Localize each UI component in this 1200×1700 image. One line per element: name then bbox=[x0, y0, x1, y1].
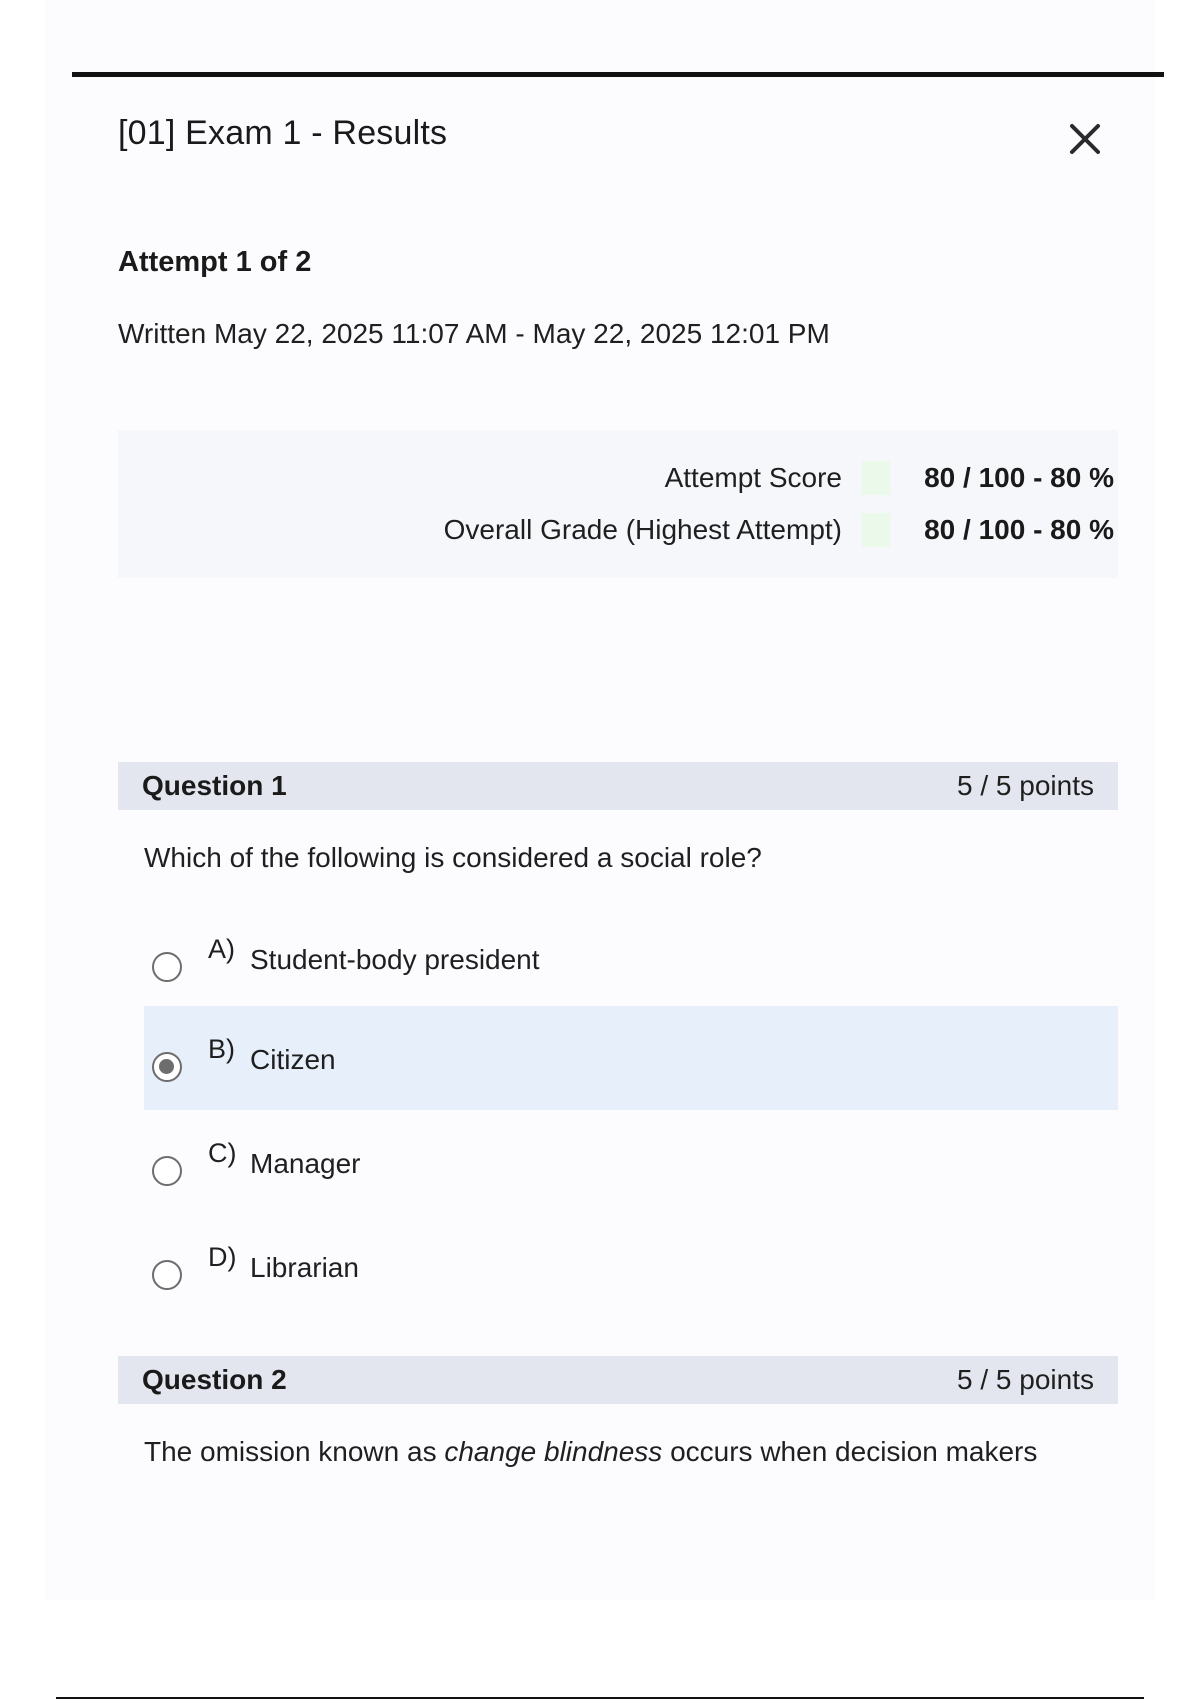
radio-button[interactable] bbox=[152, 1260, 182, 1290]
option-text: Citizen bbox=[250, 1044, 336, 1075]
radio-button[interactable] bbox=[152, 1156, 182, 1186]
answer-option-c[interactable] bbox=[144, 1110, 1118, 1214]
radio-button[interactable] bbox=[152, 952, 182, 982]
option-letter: D) bbox=[208, 1242, 237, 1272]
option-letter: B) bbox=[208, 1034, 235, 1064]
attempt-written-dates: Written May 22, 2025 11:07 AM - May 22, 2025 12:01 PM bbox=[118, 318, 830, 349]
top-divider bbox=[72, 72, 1164, 77]
overall-grade-row bbox=[444, 510, 1118, 550]
question-2-text bbox=[144, 1436, 1037, 1468]
option-letter: C) bbox=[208, 1138, 237, 1168]
dialog-title: [01] Exam 1 - Results bbox=[118, 114, 448, 152]
question-2-emphasis: change blindness bbox=[444, 1436, 663, 1467]
question-2-text-end: occurs when decision makers bbox=[662, 1436, 1038, 1467]
bottom-divider bbox=[56, 1697, 1144, 1699]
option-letter: A) bbox=[208, 934, 235, 964]
option-text: Student-body president bbox=[250, 944, 540, 975]
answer-option-b[interactable] bbox=[144, 1006, 1118, 1110]
attempt-score-row bbox=[665, 458, 1118, 498]
question-1-header bbox=[118, 762, 1118, 810]
question-1-text: Which of the following is considered a social role? bbox=[144, 842, 762, 873]
question-2-text-start: The omission known as bbox=[144, 1436, 445, 1467]
attempt-score-value: 80 / 100 - 80 % bbox=[924, 462, 1114, 493]
score-status-swatch bbox=[862, 461, 890, 495]
close-icon bbox=[1064, 118, 1106, 160]
overall-grade-value: 80 / 100 - 80 % bbox=[924, 514, 1114, 545]
radio-button-selected[interactable] bbox=[152, 1052, 182, 1082]
overall-grade-label: Overall Grade (Highest Attempt) bbox=[443, 514, 842, 545]
score-summary bbox=[118, 430, 1118, 578]
option-text: Manager bbox=[250, 1148, 361, 1179]
option-text: Librarian bbox=[250, 1252, 359, 1283]
attempt-label: Attempt 1 of 2 bbox=[118, 246, 312, 278]
question-2-points: 5 / 5 points bbox=[957, 1364, 1094, 1395]
question-2-title: Question 2 bbox=[142, 1364, 287, 1395]
answer-option-a[interactable] bbox=[144, 906, 1118, 1010]
question-1-title: Question 1 bbox=[142, 770, 287, 801]
question-2-header bbox=[118, 1356, 1118, 1404]
grade-status-swatch bbox=[862, 513, 890, 547]
close-button[interactable] bbox=[1064, 118, 1106, 160]
question-1-points: 5 / 5 points bbox=[957, 770, 1094, 801]
attempt-score-label: Attempt Score bbox=[664, 462, 842, 493]
answer-option-d[interactable] bbox=[144, 1214, 1118, 1318]
